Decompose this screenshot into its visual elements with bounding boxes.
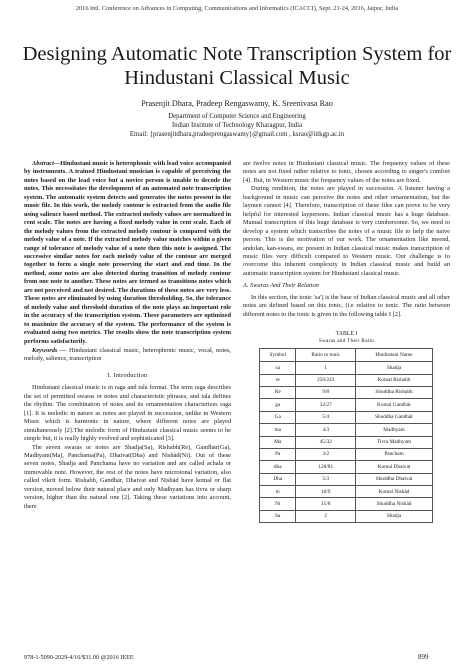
table-cell: sa — [260, 362, 296, 374]
table-cell: 15/8 — [296, 498, 356, 510]
keywords — [24, 347, 231, 364]
table-cell: Shadja — [356, 362, 433, 374]
table-row — [260, 399, 433, 411]
intro-paragraph-2: The seven swaras or notes are Shadja(Sa), Rishabh(Re), Gandhār(Ga), Madhyam(Ma), Panchama(Pa), Dhaivat(Dha) and Nishād(Ni). Out of these seven notes, Shadja and Panchama have no variation and are called achala or immovable note. However, the rest of the notes have microtonal variation, also called vikrit form. Rishabh, Gandhār, Dhaivat and Nishād have komal or flat version, moved below their natural place and only Madhyam has tivra or sharp version, higher than the natural one [2]. Taking these variations into account, there — [24, 443, 231, 510]
page-number: 899 — [418, 653, 429, 661]
table-cell: 32/27 — [296, 399, 356, 411]
table-cell: Komal Dhaivat — [356, 461, 433, 473]
running-head: 2016 Intl. Conference on Advances in Computing, Communications and Informatics (ICACCI), Sept. 21-24, 2016, Jaipur, India — [75, 5, 399, 12]
table-cell: 128/81 — [296, 461, 356, 473]
table-row — [260, 448, 433, 460]
table-cell: Komal Rishabh — [356, 374, 433, 386]
table-cell: Komal Gandhār — [356, 399, 433, 411]
table-cell: Ga — [260, 411, 296, 423]
table-row — [260, 473, 433, 485]
table-row — [260, 461, 433, 473]
table-cell: re — [260, 374, 296, 386]
affiliation-email: Email: {prasenjitdhara,pradeeprengaswamy}@gmail.com , ksrao@iitkgp.ac.in — [129, 131, 345, 138]
right-paragraph-1: are twelve notes in Hindustani classical music. The frequency values of these notes are not fixed rather relative to tonic, chosen according to singer's comfort [4]. But, in Western music the frequency values of the notes are fixed. — [243, 160, 450, 184]
table-caption: TABLE I — [335, 331, 358, 338]
table-cell: Ma — [260, 436, 296, 448]
table-body — [260, 362, 433, 523]
table-cell: Shuddha Nishād — [356, 498, 433, 510]
left-column — [24, 160, 231, 511]
table-row — [260, 498, 433, 510]
table-header-cell: Ratio to tonic — [296, 349, 356, 362]
footer-copyright: 978-1-5090-2029-4/16/$31.00 @2016 IEEE — [24, 654, 134, 661]
swara-ratio-table — [259, 348, 433, 523]
table-header-cell: Symbol — [260, 349, 296, 362]
table-cell: Shuddha Gandhār — [356, 411, 433, 423]
abstract-label: Abstract — [32, 160, 54, 167]
table-cell: Shuddha Dhaivat — [356, 473, 433, 485]
table-row — [260, 374, 433, 386]
table-cell: dha — [260, 461, 296, 473]
keywords-label: Keywords — — [32, 346, 67, 354]
table-header-row — [260, 349, 433, 362]
table-row — [260, 486, 433, 498]
table-cell: 1 — [296, 362, 356, 374]
table-cell: 3/2 — [296, 448, 356, 460]
table-cell: Madhyam — [356, 424, 433, 436]
table-cell: 5/4 — [296, 411, 356, 423]
right-column — [243, 160, 450, 523]
table-row — [260, 386, 433, 398]
table-cell: ni — [260, 486, 296, 498]
table-cell: Sa — [260, 510, 296, 522]
table-cell: 2 — [296, 510, 356, 522]
table-cell: Ni — [260, 498, 296, 510]
table-subcaption: Swaras and Their Ratio — [318, 338, 375, 345]
table-cell: ma — [260, 424, 296, 436]
table-row — [260, 424, 433, 436]
table-cell: 256/243 — [296, 374, 356, 386]
abstract-text: —Hindustani music is heterophonic with lead voice accompanied by instruments. A trained Hindustani musician is capable of perceiving the notes based on the lead voice but a novice person is unable to decode the notes. This necessitates the development of an automated note transcription system. The automatic system detects and generates the notes present in the music file. In this work, the melody contour is extracted from the audio file using salience based method. The extracted melody values are normalized in cent scale. The notes are having a fixed melody value in cent scale. Each of the melody values from the extracted melody contour is compared with the melody value of a note. If the extracted melody value matches within a given range of tolerance of melody value of a note then this note is assigned. The successive similar notes for each melody value of the contour are merged together to form a single note preserving the start and end time. In the method, some notes are also detected during transition of melody contour from one note to another. These notes are termed as transitions notes which are not perceived and not desired. The durations of these notes are very less. These notes are eliminated by using duration thresholding. So, the tolerance of melody value and threshold duration of the note plays an important role in the accuracy of the transcription system. These parameters are optimized to maximize the accuracy of the system. The performance of the system is evaluated using two metrics. The results show the note transcription system performs satisfactorily. — [24, 160, 231, 345]
section-heading-introduction: I. Introduction — [107, 371, 148, 379]
affiliation-dept: Department of Computer Science and Engineering — [168, 113, 306, 120]
right-paragraph-3: In this section, the tonic 'sa') is the base of Indian classical music and all other notes are defined based on this tonic, (i.e relative to tonic. The ratio between different notes to the tonic is given in the following table I [2]. — [243, 293, 450, 318]
abstract — [24, 160, 231, 346]
table-cell: 9/8 — [296, 386, 356, 398]
table-cell: 16/9 — [296, 486, 356, 498]
table-cell: Dha — [260, 473, 296, 485]
table-cell: Shadja — [356, 510, 433, 522]
author-list: Prasenjit Dhara, Pradeep Rengaswamy, K. Sreenivasa Rao — [141, 99, 333, 108]
right-paragraph-2: During rendition, the notes are played in succession. A listener having a background in music can perceive the notes and other ornamentation, but the laymen cannot [4]. Therefore, transcription of these files can prove to be very helpful for interested laypersons. Indian classical music has a huge database. Manual transcription of this huge database is very cumbersome. So, we need to develop a system which transcribes the notes of a music file to help the naive person. This is the motivation of our work. The ornamentation like meend, andolan, kan-swara, etc present in Indian classical music makes transcription of music files very difficult compared to Western music. Our challenge is to overcome this inherent complexity in Indian classical music and build an automatic transcription system for Hindustani classical music. — [243, 185, 450, 277]
table-row — [260, 411, 433, 423]
table-row — [260, 362, 433, 374]
table-cell: Shuddha Rishabh — [356, 386, 433, 398]
affiliation-block — [0, 112, 474, 139]
table-cell: 45/32 — [296, 436, 356, 448]
table-cell: Komal Nishād — [356, 486, 433, 498]
table-cell: Pancham — [356, 448, 433, 460]
table-cell: Pa — [260, 448, 296, 460]
intro-paragraph-1: Hindustani classical music is in raga and tala format. The term raga describes the set of permitted swaras or notes and characteristic phrases, and tala defines the rhythm. The combination of notes and its ornamentation characterizes raga [1]. It is melodic in nature as notes are played in succession, unlike in Western Music which is harmonic in nature, where different notes are played simultaneously [2].The melodic form of Hindustani classical music seems to be simple but, it is really highly evolved and sophisticated [3]. — [24, 384, 231, 443]
subsection-heading-swaras: A. Swaras And Their Relation — [243, 282, 319, 290]
table-cell: Re — [260, 386, 296, 398]
table-header-cell: Hindustani Name — [356, 349, 433, 362]
affiliation-institute: Indian Institute of Technology Kharagpur, India — [171, 122, 303, 129]
table-cell: Tivra Madhyam — [356, 436, 433, 448]
table-cell: 4/3 — [296, 424, 356, 436]
paper-title: Designing Automatic Note Transcription System for Hindustani Classical Music — [22, 43, 452, 89]
table-cell: 5/3 — [296, 473, 356, 485]
table-cell: ga — [260, 399, 296, 411]
table-row — [260, 510, 433, 522]
keywords-text: Hindustani classical music, heterophonic music, vocal, notes, melody, salience, transcription — [24, 346, 231, 363]
table-row — [260, 436, 433, 448]
